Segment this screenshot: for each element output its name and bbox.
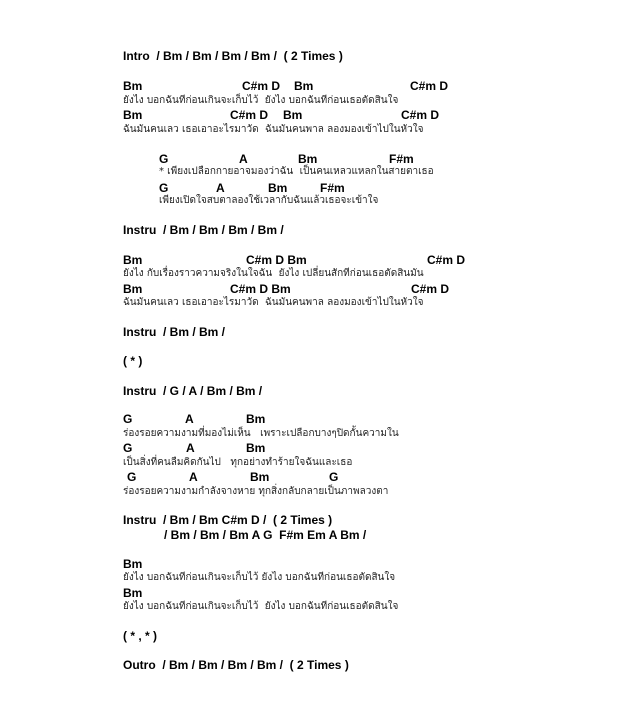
chord: Bm bbox=[246, 412, 266, 426]
chord: A bbox=[185, 412, 194, 426]
repeat-marker: ( * ) bbox=[123, 354, 143, 368]
lyric-line: ยังไง บอกฉันทีก่อนเกินจะเก็บไว้ ยังไง บอกฉันทีก่อนเธอตัดสินใจ bbox=[123, 601, 399, 612]
chord: C#m D bbox=[242, 79, 281, 93]
instru-line: Instru / G / A / Bm / Bm / bbox=[123, 384, 263, 398]
chord: Bm bbox=[294, 79, 314, 93]
lyric-line: ร่องรอยความงามกำลังจางหาย ทุกสิ่งกลับกลายเป็นภาพลวงตา bbox=[123, 486, 389, 497]
instru-line: Instru / Bm / Bm / bbox=[123, 325, 226, 339]
chord: Bm bbox=[268, 181, 288, 195]
intro-line: Intro / Bm / Bm / Bm / Bm / ( 2 Times ) bbox=[123, 49, 343, 63]
chord: G bbox=[159, 181, 169, 195]
lyric-line: เพียงเปิดใจสบตาลองใช้เวลากับฉันแล้วเธอจะเข้าใจ bbox=[159, 195, 379, 206]
chord: Bm bbox=[123, 253, 143, 267]
lyric-line: ยังไง บอกฉันทีก่อนเกินจะเก็บไว้ ยังไง บอกฉันทีก่อนเธอตัดสินใจ bbox=[123, 95, 399, 106]
chord: C#m D Bm bbox=[246, 253, 307, 267]
chord: Bm bbox=[123, 108, 143, 122]
chord: G bbox=[329, 470, 339, 484]
instru-line: / Bm / Bm / Bm A G F#m Em A Bm / bbox=[164, 528, 367, 542]
chord: C#m D bbox=[427, 253, 466, 267]
chord: Bm bbox=[246, 441, 266, 455]
lyric-line: เป็นสิ่งที่คนลืมคิดกันไป ทุกอย่างทำร้ายใจฉันและเธอ bbox=[123, 457, 353, 468]
chord: G bbox=[159, 152, 169, 166]
chord: G bbox=[123, 441, 133, 455]
instru-line: Instru / Bm / Bm C#m D / ( 2 Times ) bbox=[123, 513, 333, 527]
chord: Bm bbox=[250, 470, 270, 484]
chord: C#m D bbox=[411, 282, 450, 296]
lyric-line: * เพียงเปลือกกายอาจมองว่าฉัน เป็นคนเหลวแหลกในสายตาเธอ bbox=[159, 166, 434, 177]
chord: A bbox=[189, 470, 198, 484]
chord: C#m D bbox=[401, 108, 440, 122]
chord: A bbox=[186, 441, 195, 455]
lyric-line: ร่องรอยความงามที่มองไม่เห็น เพราะเปลือกบางๆปิดกั้นความใน bbox=[123, 428, 399, 439]
instru-line: Instru / Bm / Bm / Bm / Bm / bbox=[123, 223, 284, 237]
chord: A bbox=[216, 181, 225, 195]
chord: G bbox=[127, 470, 137, 484]
lyric-line: ยังไง กับเรื่องราวความจริงในใจฉัน ยังไง เปลี่ยนสักทีก่อนเธอตัดสินมัน bbox=[123, 268, 424, 279]
lyric-line: ฉันมันคนเลว เธอเอาอะไรมาวัด ฉันมันคนพาล ลองมองเข้าไปในหัวใจ bbox=[123, 297, 424, 308]
outro-line: Outro / Bm / Bm / Bm / Bm / ( 2 Times ) bbox=[123, 658, 349, 672]
lyric-line: ยังไง บอกฉันทีก่อนเกินจะเก็บไว้ ยังไง บอกฉันทีก่อนเธอตัดสินใจ bbox=[123, 572, 396, 583]
chord: C#m D Bm bbox=[230, 282, 291, 296]
chord: Bm bbox=[298, 152, 318, 166]
repeat-marker: ( * , * ) bbox=[123, 629, 158, 643]
chord: G bbox=[123, 412, 133, 426]
chord: A bbox=[239, 152, 248, 166]
chord: C#m D bbox=[230, 108, 269, 122]
chord: F#m bbox=[320, 181, 345, 195]
chord: C#m D bbox=[410, 79, 449, 93]
chord: Bm bbox=[123, 586, 143, 600]
chord: Bm bbox=[123, 557, 143, 571]
chord: Bm bbox=[123, 282, 143, 296]
chord: F#m bbox=[389, 152, 414, 166]
chord: Bm bbox=[283, 108, 303, 122]
chord: Bm bbox=[123, 79, 143, 93]
lyric-line: ฉันมันคนเลว เธอเอาอะไรมาวัด ฉันมันคนพาล ลองมองเข้าไปในหัวใจ bbox=[123, 124, 424, 135]
